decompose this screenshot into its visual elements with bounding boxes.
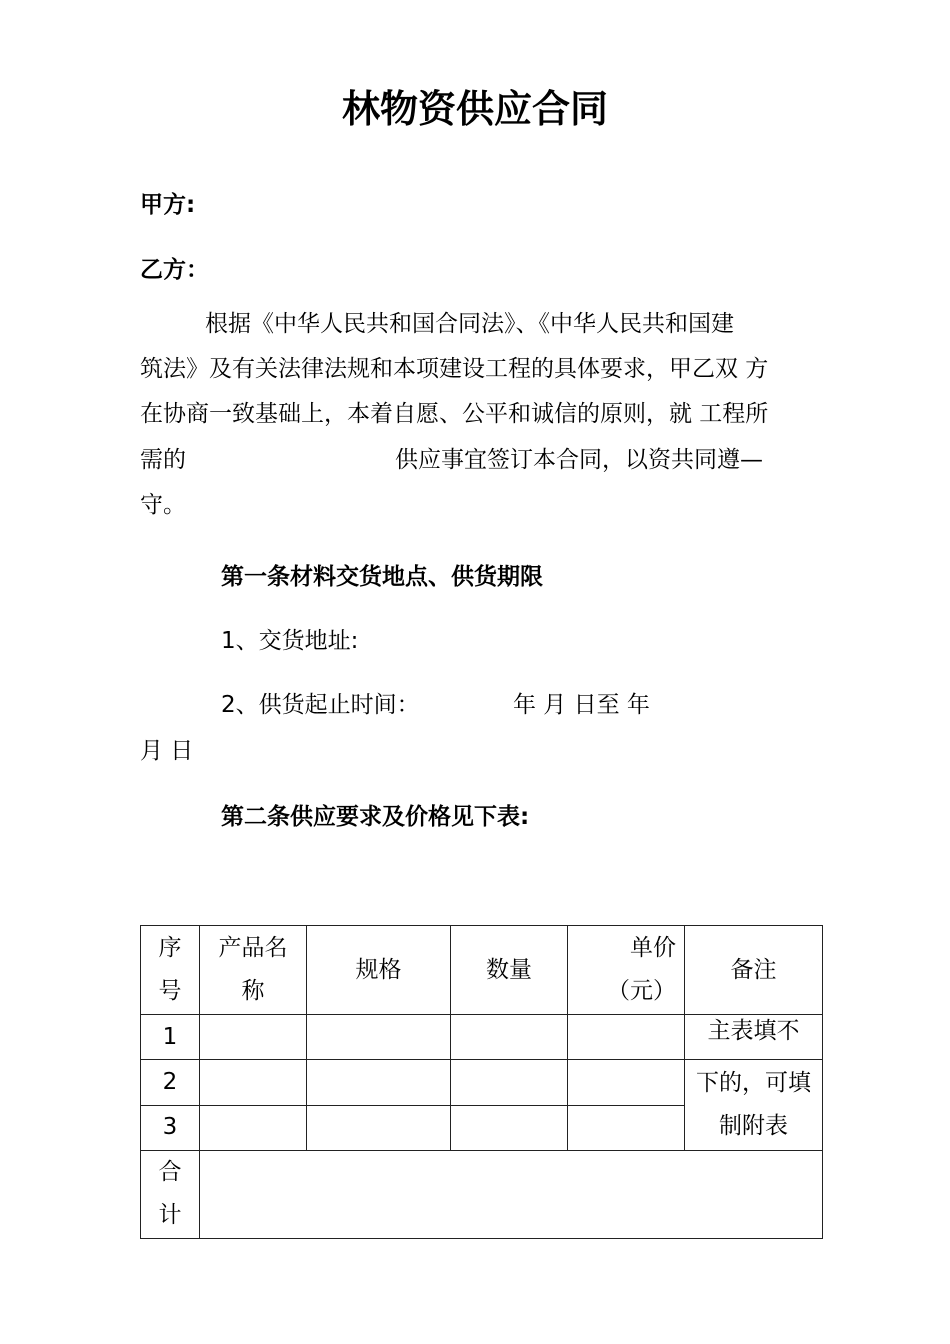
row-seq: 3 <box>141 1105 200 1150</box>
row-seq: 2 <box>141 1060 200 1105</box>
header-seq <box>141 926 200 1015</box>
row-remark-merged <box>685 1060 823 1150</box>
intro-line-4-end: 供应事宜签订本合同，以资共同遵— <box>395 447 763 473</box>
row-quantity <box>451 1060 568 1105</box>
row-product-name <box>200 1060 307 1105</box>
row-product-name <box>200 1015 307 1060</box>
supply-period-dates: 年 月 日至 年 <box>513 692 650 718</box>
row-quantity <box>451 1015 568 1060</box>
document-title: 林物资供应合同 <box>341 87 608 131</box>
row-seq: 1 <box>141 1015 200 1060</box>
row-product-name <box>200 1105 307 1150</box>
intro-line-5: 守。 <box>140 492 186 518</box>
header-unit-price <box>568 926 685 1015</box>
header-product-name <box>200 926 307 1015</box>
row-unit-price <box>568 1105 685 1150</box>
table-row <box>141 1015 823 1060</box>
delivery-address-label: 1、交货地址: <box>221 628 359 654</box>
total-label <box>141 1150 200 1238</box>
header-name-line1: 产品名 <box>218 935 288 962</box>
row-quantity <box>451 1105 568 1150</box>
intro-line-4-start: 需的 <box>140 447 186 473</box>
article-1-heading: 第一条材料交货地点、供货期限 <box>221 564 543 590</box>
row-unit-price <box>568 1060 685 1105</box>
header-spec: 规格 <box>307 926 451 1015</box>
header-remark: 备注 <box>685 926 823 1015</box>
party-b-label: 乙方： <box>140 257 209 283</box>
remark-line-3: 制附表 <box>719 1113 788 1140</box>
header-seq-line2: 号 <box>158 978 182 1005</box>
intro-line-3: 在协商一致基础上，本着自愿、公平和诚信的原则，就 工程所 <box>140 401 769 427</box>
supply-period-label: 2、供货起止时间： <box>221 692 420 718</box>
total-line1: 合 <box>158 1159 182 1186</box>
intro-line-1: 根据《中华人民共和国合同法》、《中华人民共和国建 <box>205 311 734 337</box>
header-quantity: 数量 <box>451 926 568 1015</box>
table-header-row <box>141 926 823 1015</box>
supply-period-dates-cont: 月 日 <box>140 738 194 764</box>
supply-table <box>140 925 822 1239</box>
total-value <box>200 1150 823 1238</box>
header-seq-line1: 序 <box>158 935 182 962</box>
remark-line-2: 下的，可填 <box>696 1070 811 1097</box>
row-spec <box>307 1015 451 1060</box>
total-line2: 计 <box>158 1202 182 1229</box>
article-2-heading: 第二条供应要求及价格见下表: <box>221 804 530 830</box>
table-total-row <box>141 1150 823 1238</box>
intro-line-2: 筑法》及有关法律法规和本项建设工程的具体要求，甲乙双 方 <box>140 356 769 382</box>
row-spec <box>307 1105 451 1150</box>
header-price-line1: 单价 <box>630 935 676 962</box>
row-remark: 主表填不 <box>685 1015 823 1060</box>
header-price-line2: （元） <box>607 978 676 1005</box>
row-spec <box>307 1060 451 1105</box>
row-unit-price <box>568 1015 685 1060</box>
table-row <box>141 1060 823 1105</box>
party-a-label: 甲方: <box>140 192 196 218</box>
header-name-line2: 称 <box>241 978 265 1005</box>
